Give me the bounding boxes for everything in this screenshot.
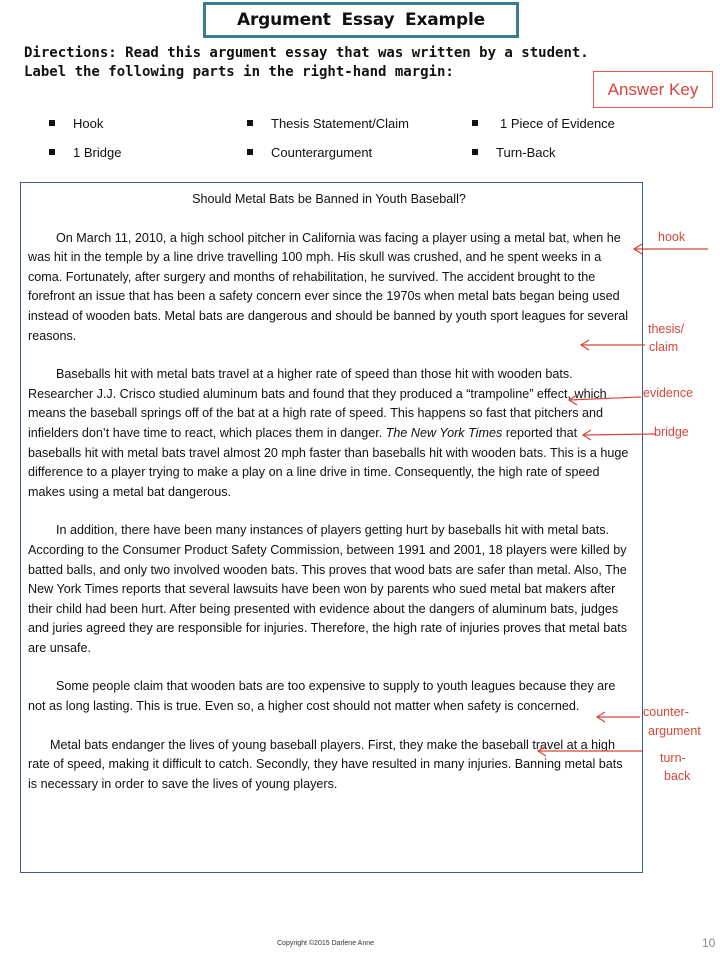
bullet-icon xyxy=(247,149,253,155)
margin-label-evidence: evidence xyxy=(643,386,694,400)
part-label-thesis: Thesis Statement/Claim xyxy=(271,116,409,131)
essay-paragraph-2-part-b: reported that baseballs hit with metal bats travel almost 20 mph faster than baseballs hit with wooden bats. This is a huge difference to a player trying to make a play on a line drive in time. Consequently, the high rate of speed makes using a metal bat dangerous. xyxy=(28,425,629,499)
margin-label-counter-1: counter- xyxy=(643,705,689,719)
page-number: 10 xyxy=(702,936,716,950)
essay-title: Should Metal Bats be Banned in Youth Baseball? xyxy=(192,192,466,206)
essay-paragraph-5: Metal bats endanger the lives of young baseball players. First, they make the baseball travel at a high rate of speed, making it difficult to catch. Secondly, they have resulted in many injuries. Banning metal bats is necessary in order to save the lives of young players. xyxy=(28,737,623,791)
margin-label-counter-2: argument xyxy=(648,724,701,738)
page-title: Argument Essay Example xyxy=(237,10,485,30)
parts-list xyxy=(0,0,720,170)
part-label-evidence: 1 Piece of Evidence xyxy=(500,116,615,131)
bullet-icon xyxy=(247,120,253,126)
margin-label-bridge: bridge xyxy=(654,425,689,439)
essay-source-title: The New York Times xyxy=(385,425,503,440)
part-item xyxy=(247,116,409,132)
essay-paragraph-2 xyxy=(28,365,630,502)
bullet-icon xyxy=(472,120,478,126)
part-label-counterargument: Counterargument xyxy=(271,145,373,160)
part-item xyxy=(472,145,555,161)
bullet-icon xyxy=(49,120,55,126)
copyright-footer: Copyright ©2015 Darlene Anne xyxy=(277,940,374,947)
part-item xyxy=(49,145,121,161)
directions-line-1: Directions: Read this argument essay that was written by a student. xyxy=(24,45,589,61)
part-item xyxy=(49,116,103,132)
directions-line-2: Label the following parts in the right-hand margin: xyxy=(24,64,454,80)
essay-paragraph-1: On March 11, 2010, a high school pitcher in California was facing a player using a metal bat, when he was hit in the temple by a line drive travelling 100 mph. His skull was crushed, and he spent weeks in a coma. Fortunately, after surgery and months of rehabilitation, he survived. The accident brought to the forefront an issue that has been a safety concern ever since the 1970s when metal bats began being used instead of wooden bats. Metal bats are dangerous and should be banned by youth sport leagues for several reasons. xyxy=(28,230,629,343)
essay-paragraph-4: Some people claim that wooden bats are too expensive to supply to youth leagues because they are not as long lasting. This is true. Even so, a higher cost should not matter when safety is concerned. xyxy=(28,679,616,714)
part-label-hook: Hook xyxy=(73,116,104,131)
margin-label-hook: hook xyxy=(658,230,686,244)
margin-label-thesis-2: claim xyxy=(649,340,679,354)
margin-label-turn-2: back xyxy=(664,769,691,783)
essay-paragraph-2-part-a: Baseballs hit with metal bats travel at a higher rate of speed than those hit with wooden bats. Researcher J.J. Crisco studied aluminum bats and found that they produced a “trampoline” effect, which means the baseball springs off of the bat at a high rate of speed. This happens so fast that pitchers and infielders don’t have time to react, which places them in danger. xyxy=(28,367,607,440)
part-label-bridge: 1 Bridge xyxy=(73,145,122,160)
part-item xyxy=(472,116,615,132)
answer-key-label: Answer Key xyxy=(607,79,699,99)
essay-paragraph-3: In addition, there have been many instances of players getting hurt by baseballs hit with metal bats. According to the Consumer Product Safety Commission, between 1991 and 2001, 18 players were killed by batted balls, and only two involved wooden bats. This proves that wood bats are safer than metal. Also, The New York Times reports that several lawsuits have been won by parents who sued metal bat makers after their child had been hurt. After being presented with evidence about the dangers of aluminum bats, judges and juries agreed they are responsible for injuries. Therefore, the high rate of injuries proves that metal bats are unsafe. xyxy=(28,523,628,655)
margin-label-thesis-1: thesis/ xyxy=(648,322,685,336)
part-item xyxy=(247,145,372,161)
essay-text xyxy=(28,190,630,794)
margin-label-turn-1: turn- xyxy=(660,751,686,765)
bullet-icon xyxy=(472,149,478,155)
part-label-turn-back: Turn-Back xyxy=(496,145,556,160)
bullet-icon xyxy=(49,149,55,155)
